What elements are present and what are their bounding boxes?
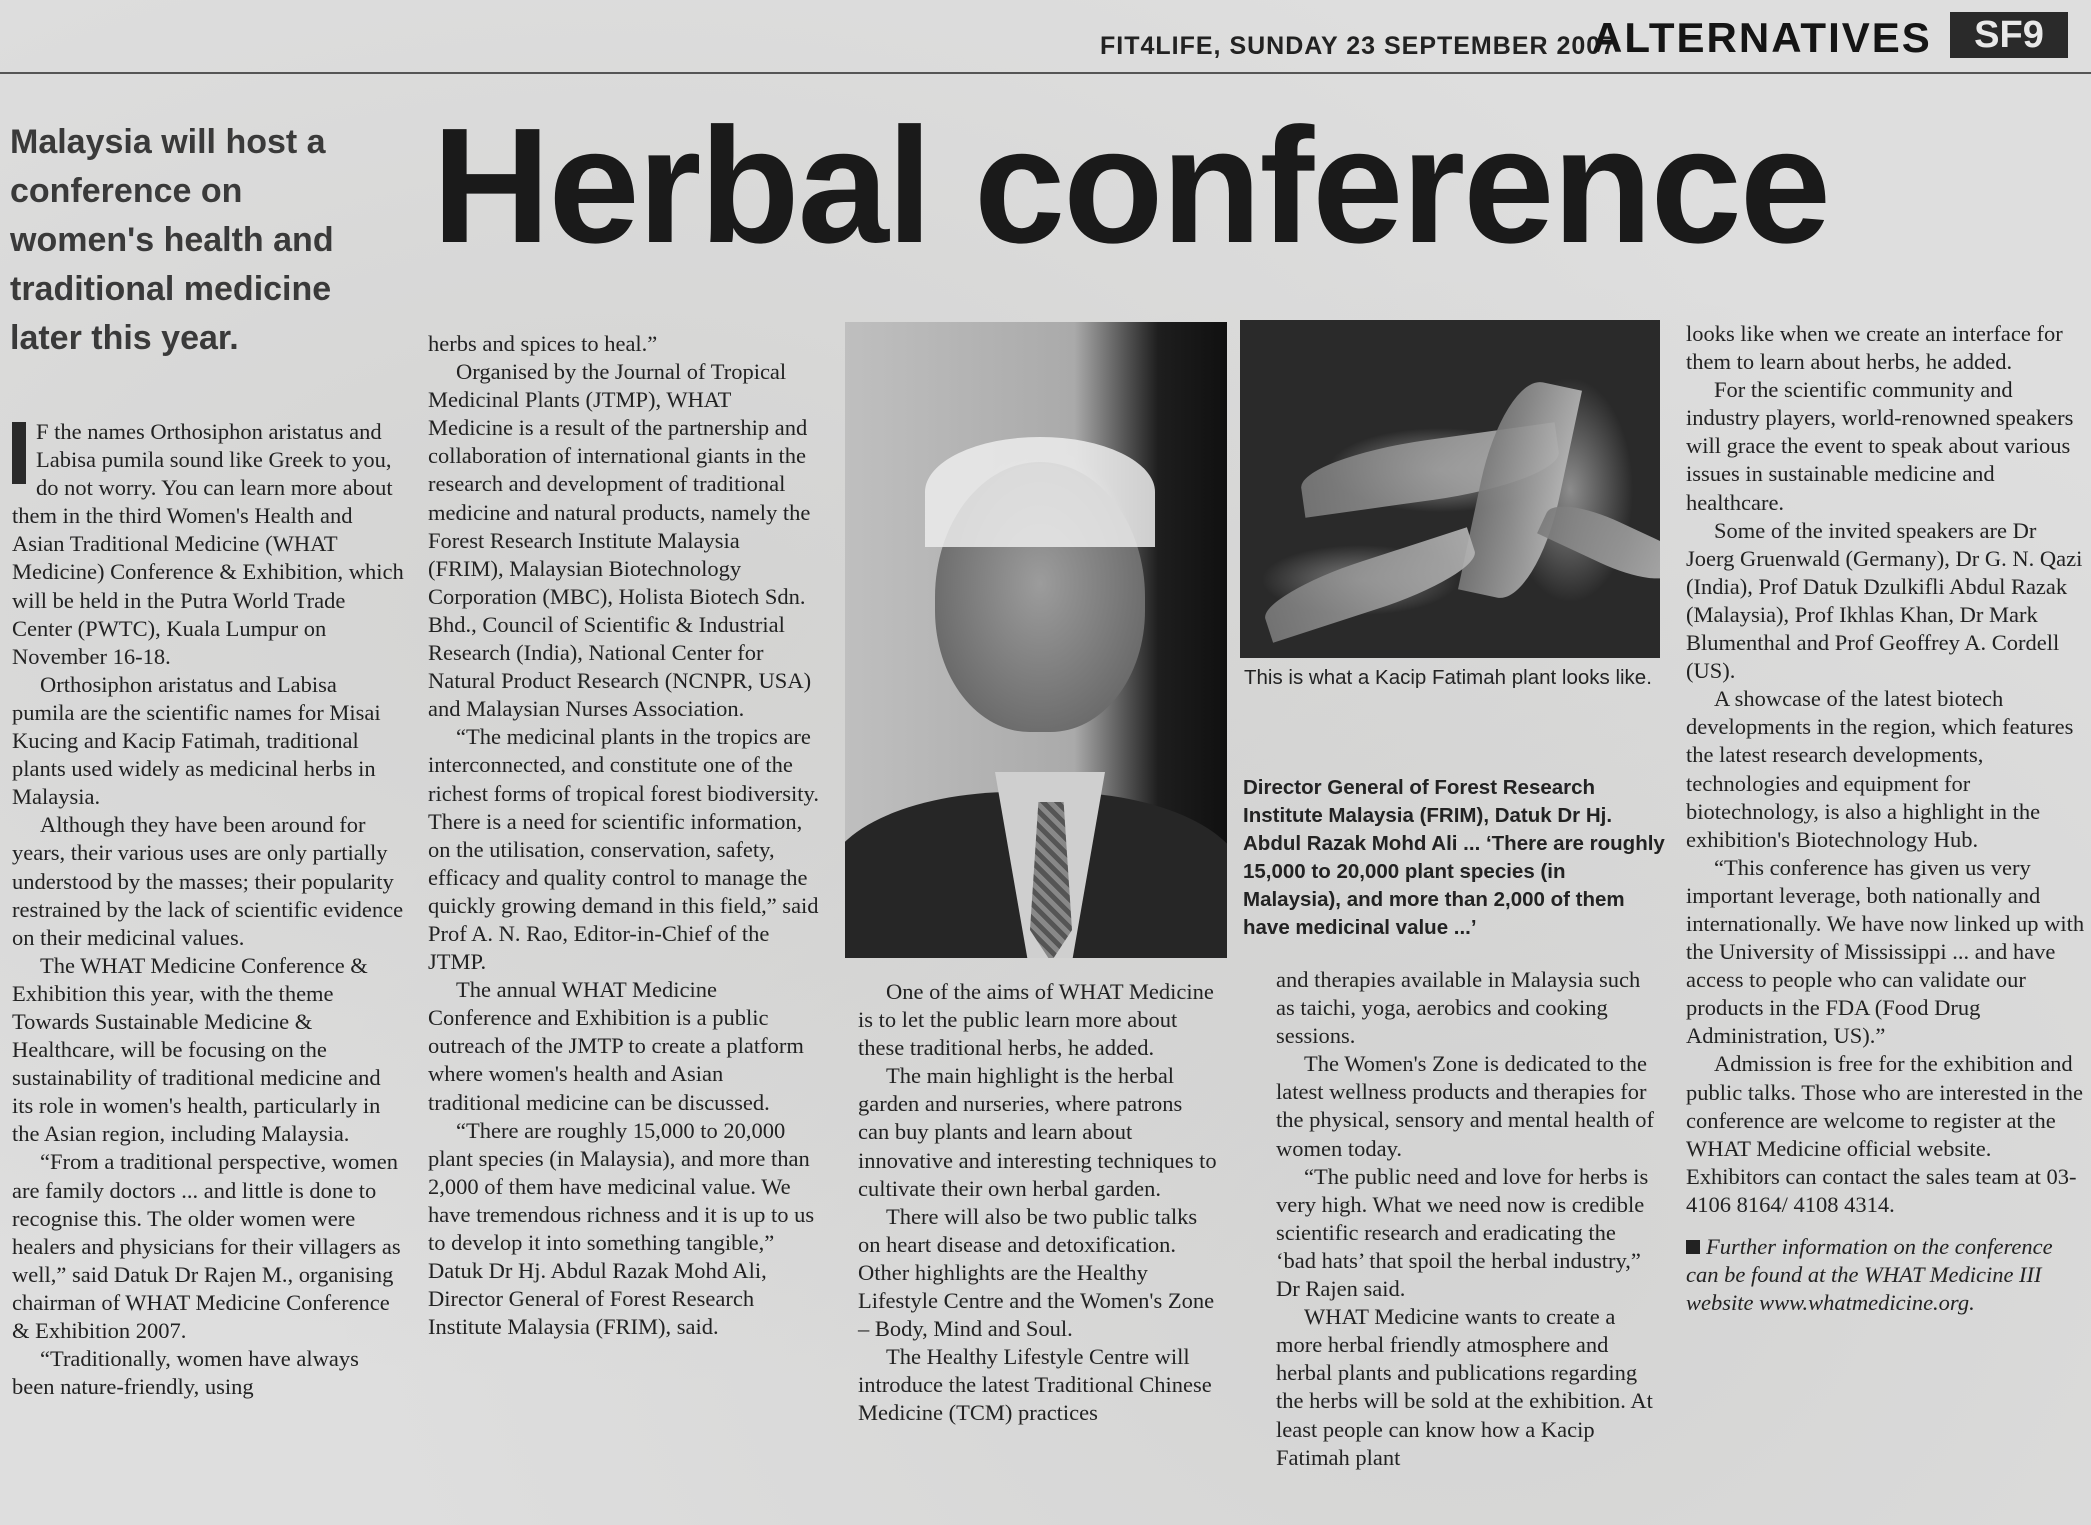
paragraph: The annual WHAT Medicine Conference and Exhibition is a public outreach of the JMTP to create a platform where women's health and Asian traditional medicine can be discussed. <box>428 977 804 1115</box>
dateline: FIT4LIFE, SUNDAY 23 SEPTEMBER 2007 <box>1100 32 1617 60</box>
article-headline: Herbal conference <box>432 94 1829 277</box>
paragraph: “There are roughly 15,000 to 20,000 plant species (in Malaysia), and more than 2,000 of them have medicinal value. We have tremendous richness and it is up to us to develop it into something tangible,” Datuk Dr Hj. Abdul Razak Mohd Ali, Director General of Forest Research Institute Malaysia (FRIM), said. <box>428 1117 815 1340</box>
article-column-5 <box>1686 320 2086 1317</box>
director-photo <box>845 322 1227 958</box>
director-photo-caption: Director General of Forest Research Institute Malaysia (FRIM), Datuk Dr Hj. Abdul Razak Mohd Ali ... ‘There are roughly 15,000 to 20,000 plant species (in Malaysia), and more than 2,000 of them have medicinal value ...’ <box>1243 776 1665 939</box>
paragraph: There will also be two public talks on heart disease and detoxification. Other highlights are the Healthy Lifestyle Centre and the Women's Zone – Body, Mind and Soul. <box>858 1203 1215 1342</box>
paragraph: Organised by the Journal of Tropical Medicinal Plants (JTMP), WHAT Medicine is a result of the partnership and collaboration of international giants in the research and development of traditional medicine and natural products, namely the Forest Research Institute Malaysia (FRIM), Malaysian Biotechnology Corporation (MBC), Holista Biotech Sdn. Bhd., Council of Scientific & Industrial Research (India), National Center for Natural Product Research (NCNPR, USA) and Malaysian Nurses Association. <box>428 359 812 722</box>
paragraph: WHAT Medicine wants to create a more herbal friendly atmosphere and herbal plants and publications regarding the herbs will be sold at the exhibition. At least people can know how a Kacip Fatimah plant <box>1276 1304 1653 1470</box>
plant-photo-caption: This is what a Kacip Fatimah plant looks like. <box>1244 666 1652 689</box>
paragraph: “Traditionally, women have always been nature-friendly, using <box>12 1346 359 1400</box>
article-column-2 <box>428 330 820 1341</box>
kacip-fatimah-plant-photo <box>1240 320 1660 658</box>
drop-cap <box>12 422 26 484</box>
article-kicker: Malaysia will host a conference on women's health and traditional medicine later this year. <box>10 123 334 357</box>
masthead-rule <box>0 72 2091 74</box>
paragraph: A showcase of the latest biotech developments in the region, which features the latest research developments, technologies and equipment for biotechnology, is also a highlight in the exhibition's Biotechnology Hub. <box>1686 686 2074 852</box>
paragraph: F the names Orthosiphon aristatus and Labisa pumila sound like Greek to you, do not worry. You can learn more about them in the third Women's Health and Asian Traditional Medicine (WHAT Medicine) Conference & Exhibition, which will be held in the Putra World Trade Center (PWTC), Kuala Lumpur on November 16-18. <box>12 419 404 669</box>
bullet-icon <box>1686 1240 1700 1254</box>
paragraph: looks like when we create an interface for them to learn about herbs, he added. <box>1686 321 2063 375</box>
paragraph: One of the aims of WHAT Medicine is to let the public learn more about these traditional herbs, he added. <box>858 979 1214 1061</box>
paragraph: “The public need and love for herbs is very high. What we need now is credible scientific research and eradicating the ‘bad hats’ that spoil the herbal industry,” Dr Rajen said. <box>1276 1163 1649 1302</box>
paragraph: Some of the invited speakers are Dr Joerg Gruenwald (Germany), Dr G. N. Qazi (India), Prof Datuk Dzulkifli Abdul Razak (Malaysia), Prof Ikhlas Khan, Dr Mark Blumenthal and Prof Geoffrey A. Cordell (US). <box>1686 517 2083 684</box>
paragraph: herbs and spices to heal.” <box>428 331 658 356</box>
paragraph: For the scientific community and industry players, world-renowned speakers will grace the event to speak about various issues in sustainable medicine and healthcare. <box>1686 377 2074 515</box>
paragraph: and therapies available in Malaysia such as taichi, yoga, aerobics and cooking sessions. <box>1276 967 1641 1049</box>
article-column-4 <box>1276 966 1656 1472</box>
page-number-badge: SF9 <box>1950 12 2068 58</box>
paragraph: “The medicinal plants in the tropics are interconnected, and constitute one of the richest forms of tropical forest biodiversity. There is a need for scientific information, on the utilisation, conservation, safety, efficacy and quality control to manage the quickly growing demand in this field,” said Prof A. N. Rao, Editor-in-Chief of the JTMP. <box>428 724 819 975</box>
article-column-1 <box>12 418 404 1401</box>
footnote-text: Further information on the conference can be found at the WHAT Medicine III website www.whatmedicine.org. <box>1686 1234 2053 1316</box>
paragraph: Orthosiphon aristatus and Labisa pumila are the scientific names for Misai Kucing and Kacip Fatimah, traditional plants used widely as medicinal herbs in Malaysia. <box>12 671 381 810</box>
section-title: ALTERNATIVES <box>1592 14 1932 61</box>
paragraph: The Women's Zone is dedicated to the latest wellness products and therapies for the physical, sensory and mental health of women today. <box>1276 1051 1655 1161</box>
paragraph: “This conference has given us very important leverage, both nationally and internationally. We have now linked up with the University of Mississippi ... and have access to people who can validate our products in the FDA (Food Drug Administration, US).” <box>1686 854 2085 1049</box>
paragraph: The WHAT Medicine Conference & Exhibition this year, with the theme Towards Sustainable Medicine & Healthcare, will be focusing on the sustainability of traditional medicine and its role in women's health, particularly in the Asian region, including Malaysia. <box>12 952 381 1147</box>
footnote <box>1686 1233 2086 1317</box>
paragraph: Admission is free for the exhibition and public talks. Those who are interested in the conference are welcome to register at the WHAT Medicine official website. Exhibitors can contact the sales team at 03-4106 8164/ 4108 4314. <box>1686 1051 2083 1217</box>
paragraph: The Healthy Lifestyle Centre will introduce the latest Traditional Chinese Medicine (TCM) practices <box>858 1344 1212 1426</box>
paragraph: “From a traditional perspective, women are family doctors ... and little is done to recognise this. The older women were healers and physicians for their villagers as well,” said Datuk Dr Rajen M., organising chairman of WHAT Medicine Conference & Exhibition 2007. <box>12 1149 401 1343</box>
paragraph: The main highlight is the herbal garden and nurseries, where patrons can buy plants and learn about innovative and interesting techniques to cultivate their own herbal garden. <box>858 1063 1217 1201</box>
paragraph: Although they have been around for years, their various uses are only partially understood by the masses; their popularity restrained by the lack of scientific evidence on their medicinal values. <box>12 812 404 950</box>
article-column-3 <box>858 978 1218 1428</box>
